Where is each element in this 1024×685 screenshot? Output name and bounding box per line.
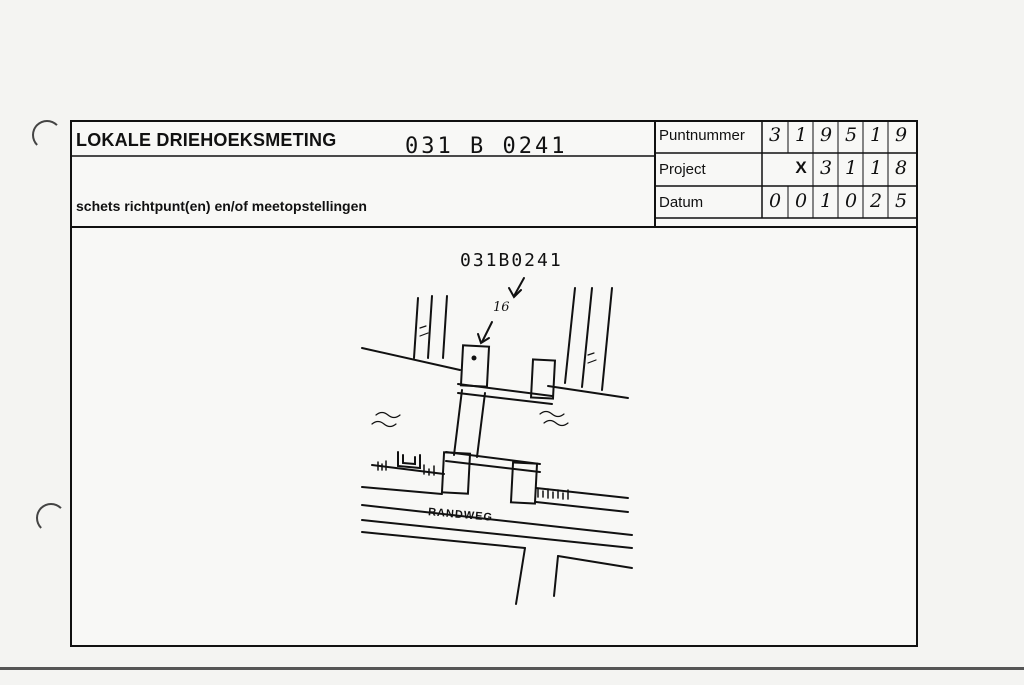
puntnummer-digit-1: 3 (768, 124, 782, 146)
puntnummer-digit-4: 5 (844, 124, 858, 146)
datum-digit-3: 1 (819, 190, 833, 212)
datum-digit-1: 0 (768, 190, 782, 212)
project-digit-4: 1 (869, 157, 883, 179)
label-puntnummer: Puntnummer (659, 127, 745, 144)
point-code-handwritten: 031 B 0241 (405, 134, 568, 159)
datum-digit-6: 5 (894, 190, 908, 212)
puntnummer-digit-5: 1 (869, 124, 883, 146)
sketch-point-number: 16 (493, 300, 510, 315)
label-datum: Datum (659, 194, 704, 211)
sketch-road-label: RANDWEG (427, 506, 494, 524)
datum-digit-2: 0 (794, 190, 808, 212)
puntnummer-digit-3: 9 (819, 124, 833, 146)
project-digit-1: X (795, 158, 807, 177)
sketch-point-code: 031B0241 (460, 250, 563, 271)
form-subtitle: schets richtpunt(en) en/of meetopstellingen (76, 198, 367, 214)
project-digit-2: 3 (819, 157, 833, 179)
label-project: Project (659, 161, 706, 178)
datum-digit-5: 2 (869, 190, 883, 212)
datum-digit-4: 0 (844, 190, 858, 212)
puntnummer-digit-6: 9 (894, 124, 908, 146)
puntnummer-digit-2: 1 (794, 124, 808, 146)
project-digit-3: 1 (844, 157, 858, 179)
page-edge-line (0, 667, 1024, 670)
project-digit-5: 8 (894, 157, 908, 179)
form-title: LOKALE DRIEHOEKSMETING (76, 130, 337, 150)
